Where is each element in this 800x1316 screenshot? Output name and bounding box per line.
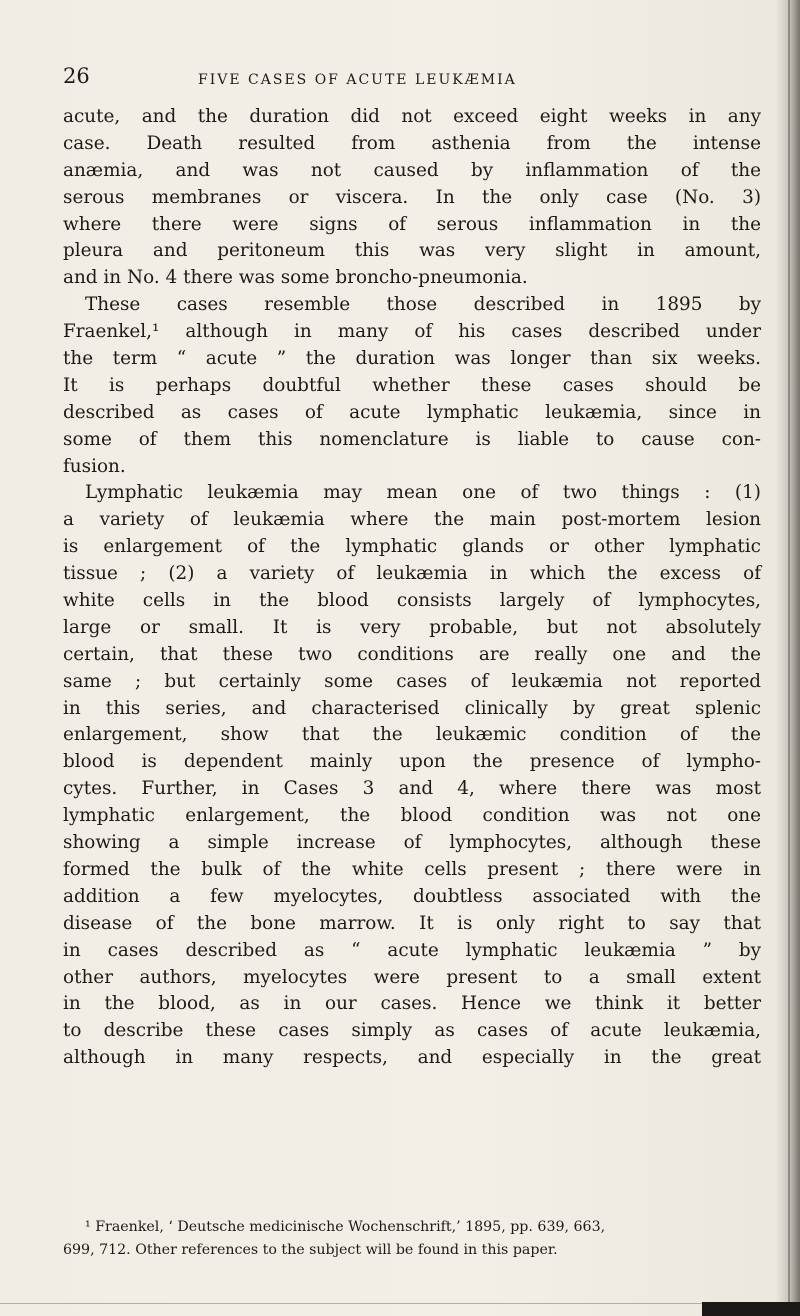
footnote-line: 699, 712. Other references to the subject will be found in this paper. <box>63 1241 558 1258</box>
text-line: cytes. Further, in Cases 3 and 4, where there was most <box>63 778 761 800</box>
scan-dark-bar <box>702 1302 800 1316</box>
footnote-line: ¹ Fraenkel, ‘ Deutsche medicinische Wochenschrift,’ 1895, pp. 639, 663, <box>85 1219 606 1235</box>
text-line: and in No. 4 there was some broncho-pneumonia. <box>63 267 528 289</box>
text-line: case. Death resulted from asthenia from the intense <box>63 132 761 154</box>
text-line: other authors, myelocytes were present to a small extent <box>63 966 761 988</box>
text-line: enlargement, show that the leukæmic condition of the <box>63 724 761 746</box>
text-line: tissue ; (2) a variety of leukæmia in which the excess of <box>63 563 761 585</box>
text-line: It is perhaps doubtful whether these cases should be <box>63 374 761 396</box>
text-line: where there were signs of serous inflammation in the <box>63 213 761 235</box>
page-number: 26 <box>63 64 90 88</box>
text-line: formed the bulk of the white cells present ; there were in <box>63 858 761 880</box>
running-title: FIVE CASES OF ACUTE LEUKÆMIA <box>198 72 517 88</box>
text-line: Lymphatic leukæmia may mean one of two things : (1) <box>85 482 761 504</box>
text-line: lymphatic enlargement, the blood condition was not one <box>63 805 761 827</box>
page-header <box>63 64 763 94</box>
text-line: fusion. <box>63 455 126 477</box>
text-line: large or small. It is very probable, but not absolutely <box>63 616 761 638</box>
text-line: showing a simple increase of lymphocytes, although these <box>63 832 761 854</box>
text-line: Fraenkel,¹ although in many of his cases described under <box>63 321 761 343</box>
text-line: addition a few myelocytes, doubtless associated with the <box>63 885 761 907</box>
bottom-rule <box>0 1303 800 1304</box>
text-line: some of them this nomenclature is liable to cause con- <box>63 428 761 450</box>
text-line: anæmia, and was not caused by inflammation of the <box>63 159 761 181</box>
text-line: white cells in the blood consists largely of lymphocytes, <box>63 590 761 612</box>
text-line: described as cases of acute lymphatic leukæmia, since in <box>63 401 761 423</box>
text-line: in the blood, as in our cases. Hence we think it better <box>63 993 761 1015</box>
text-line: in this series, and characterised clinically by great splenic <box>63 697 761 719</box>
text-line: although in many respects, and especially in the great <box>63 1047 761 1069</box>
text-line: serous membranes or viscera. In the only case (No. 3) <box>63 186 761 208</box>
text-line: acute, and the duration did not exceed eight weeks in any <box>63 106 761 127</box>
text-line: disease of the bone marrow. It is only right to say that <box>63 912 761 934</box>
text-line: the term “ acute ” the duration was longer than six weeks. <box>63 348 761 370</box>
text-line: blood is dependent mainly upon the presence of lympho- <box>63 751 761 773</box>
text-line: These cases resemble those described in 1895 by <box>85 294 761 316</box>
text-line: same ; but certainly some cases of leukæmia not reported <box>63 670 761 692</box>
text-line: pleura and peritoneum this was very slight in amount, <box>63 240 761 262</box>
text-line: certain, that these two conditions are really one and the <box>63 643 761 665</box>
text-line: to describe these cases simply as cases of acute leukæmia, <box>63 1020 761 1042</box>
text-line: in cases described as “ acute lymphatic leukæmia ” by <box>63 939 761 961</box>
page-edge-line <box>788 0 790 1316</box>
text-line: is enlargement of the lymphatic glands or other lymphatic <box>63 536 761 558</box>
body-text <box>63 104 761 1072</box>
footnotes <box>63 1216 761 1261</box>
text-line: a variety of leukæmia where the main post-mortem lesion <box>63 509 761 531</box>
